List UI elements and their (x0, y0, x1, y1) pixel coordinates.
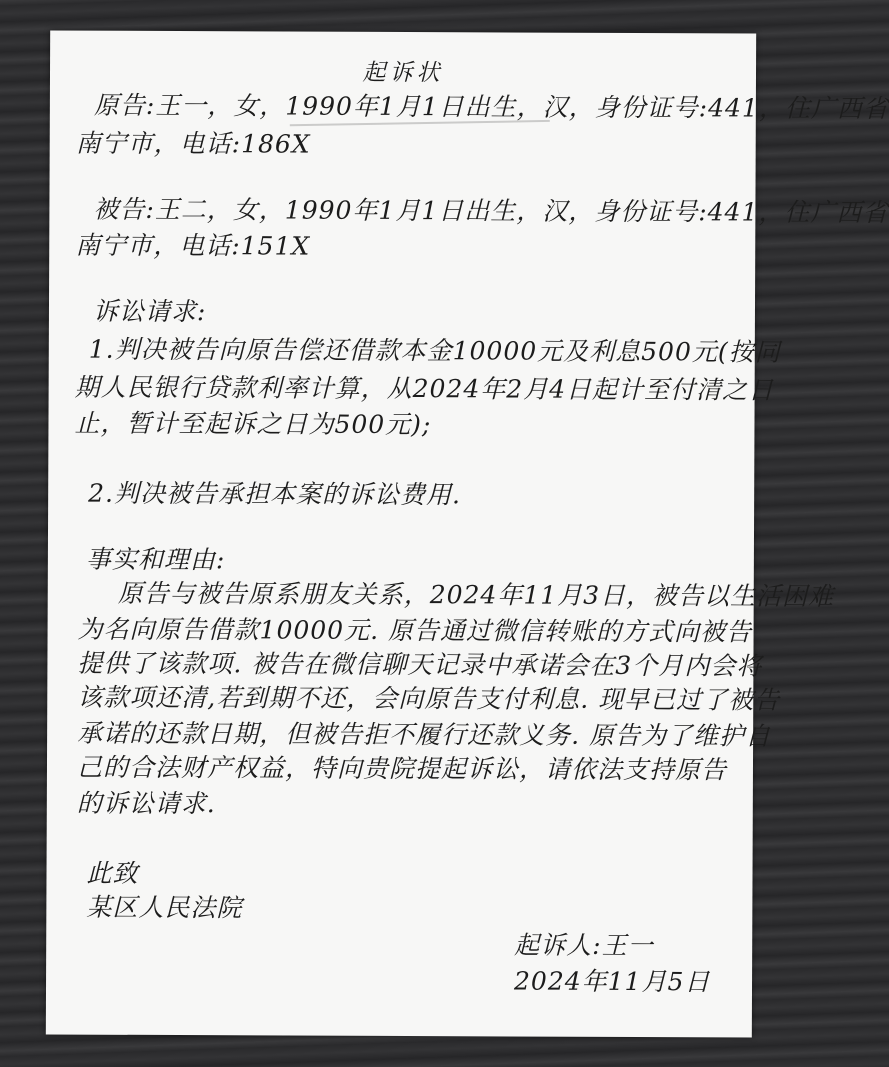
plaintiff-line-1: 原告:王一，女，1990年1月1日出生，汉，身份证号:441，住广西省 (93, 90, 889, 124)
defendant-line-2: 南宁市，电话:151X (75, 230, 311, 261)
facts-line-6: 己的合法财产权益，特向贵院提起诉讼，请依法支持原告 (76, 752, 728, 785)
facts-line-5: 承诺的还款日期，但被告拒不履行还款义务. 原告为了维护自 (77, 718, 772, 751)
plaintiff-line-2: 南宁市，电话:186X (75, 128, 311, 159)
closing-salutation: 此致 (86, 858, 139, 888)
document-title: 起诉状 (362, 59, 444, 87)
claim2-line: 2.判决被告承担本案的诉讼费用. (88, 478, 462, 510)
facts-line-3: 提供了该款项. 被告在微信聊天记录中承诺会在3个月内会将 (77, 648, 763, 681)
court-name: 某区人民法院 (86, 892, 243, 923)
facts-line-2: 为名向原告借款10000元. 原告通过微信转账的方式向被告 (77, 614, 753, 647)
facts-heading: 事实和理由: (85, 544, 226, 575)
facts-line-1: 原告与被告原系朋友关系，2024年11月3日，被告以生活困难 (117, 578, 835, 611)
document-date: 2024年11月5日 (513, 966, 711, 997)
claim1-line-2: 期人民银行贷款利率计算，从2024年2月4日起计至付清之日 (74, 372, 775, 405)
claim1-line-1: 1.判决被告向原告偿还借款本金10000元及利息500元(按同 (88, 334, 781, 367)
signature: 起诉人:王一 (514, 930, 654, 961)
facts-line-4: 该款项还清,若到期不还，会向原告支付利息. 现早已过了被告 (77, 682, 781, 715)
claim1-line-3: 止，暂计至起诉之日为500元); (74, 408, 432, 440)
claims-heading: 诉讼请求: (92, 296, 207, 327)
complaint-paper (46, 30, 889, 1037)
facts-line-7: 的诉讼请求. (76, 788, 216, 819)
defendant-line-1: 被告:王二，女，1990年1月1日出生，汉，身份证号:441，住广西省 (93, 194, 889, 228)
